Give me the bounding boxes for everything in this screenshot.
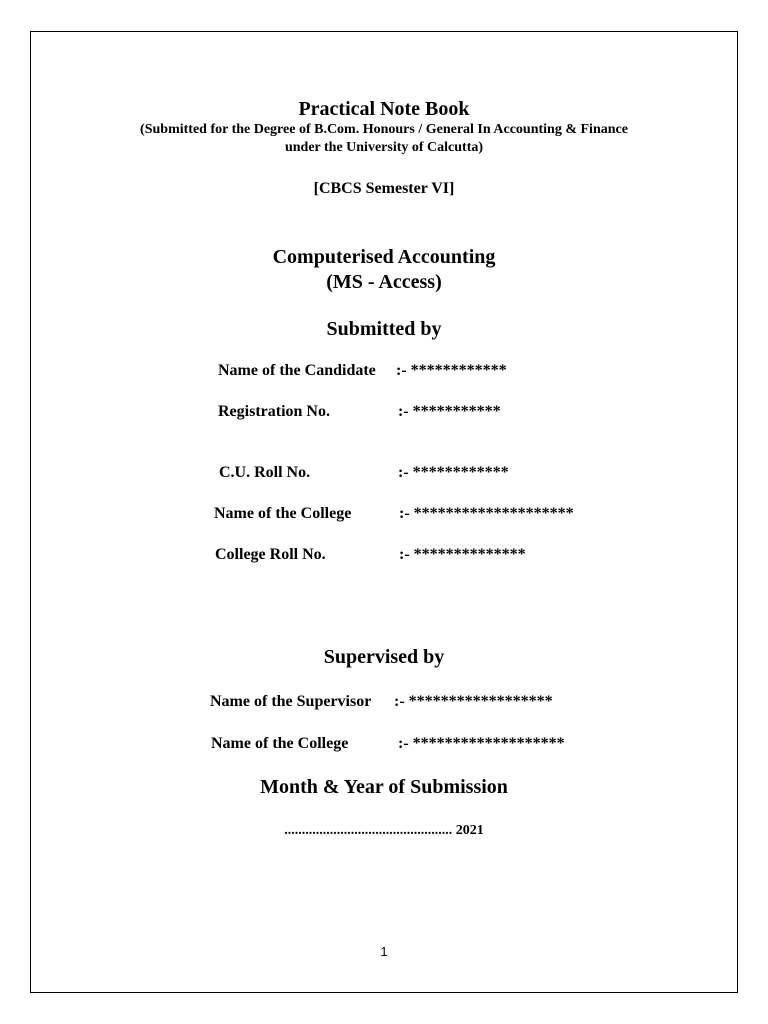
page-border <box>30 31 738 993</box>
supervisor-name-label: Name of the Supervisor <box>210 693 372 710</box>
page-number: 1 <box>380 944 388 959</box>
cu-roll-no-value: :- ************ <box>398 464 509 481</box>
supervisor-college-value: :- ******************* <box>398 735 565 752</box>
submitted-by-heading: Submitted by <box>326 318 442 340</box>
submission-heading: Month & Year of Submission <box>260 776 508 798</box>
candidate-name-label: Name of the Candidate <box>218 362 376 379</box>
subtitle-line-1: (Submitted for the Degree of B.Com. Honours / General In Accounting & Finance <box>140 122 628 137</box>
subject-title: Computerised Accounting <box>272 246 496 268</box>
subtitle-line-2: under the University of Calcutta) <box>284 140 484 155</box>
supervisor-college-label: Name of the College <box>211 735 349 752</box>
college-roll-no-label: College Roll No. <box>215 546 326 563</box>
college-name-value: :- ******************** <box>399 505 574 522</box>
registration-no-label: Registration No. <box>218 403 330 420</box>
document-title: Practical Note Book <box>298 98 470 120</box>
supervisor-name-value: :- ****************** <box>394 693 553 710</box>
cu-roll-no-label: C.U. Roll No. <box>219 464 311 481</box>
college-roll-no-value: :- ************** <box>399 546 526 563</box>
supervised-by-heading: Supervised by <box>323 646 445 668</box>
submission-date: ................................................ 2021 <box>284 823 484 838</box>
semester-label: [CBCS Semester VI] <box>313 180 455 197</box>
subject-subtitle: (MS - Access) <box>326 271 442 293</box>
college-name-label: Name of the College <box>214 505 352 522</box>
candidate-name-value: :- ************ <box>396 362 507 379</box>
registration-no-value: :- *********** <box>398 403 501 420</box>
